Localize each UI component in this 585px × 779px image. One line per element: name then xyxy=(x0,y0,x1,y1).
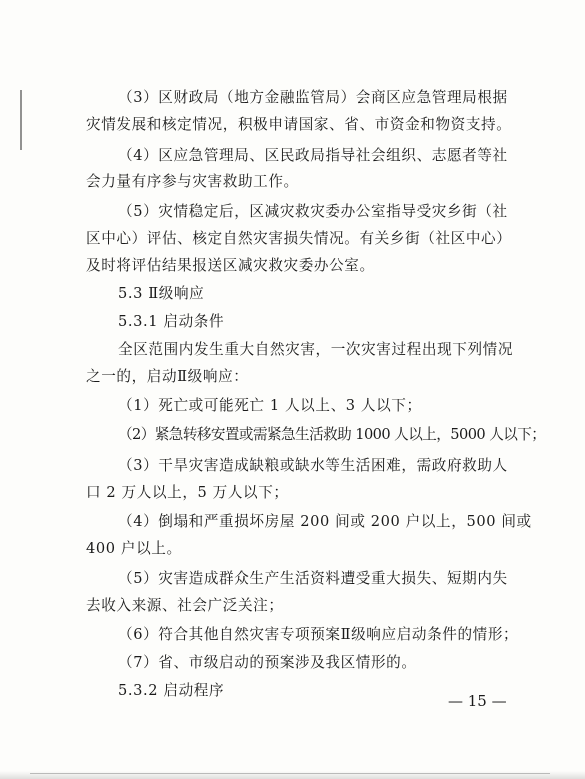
paragraph-line: 及时将评估结果报送区减灾救灾委办公室。 xyxy=(86,257,375,274)
list-item-5: （5）灾害造成群众生产生活资料遭受重大损失、短期内失 xyxy=(118,570,508,587)
paragraph-line: 口 2 万人以上，5 万人以下； xyxy=(86,484,289,501)
section-heading-5-3-1: 5.3.1 启动条件 xyxy=(118,313,225,330)
paragraph-line: （3）区财政局（地方金融监管局）会商区应急管理局根据 xyxy=(118,89,508,106)
scan-bottom-shadow xyxy=(0,771,585,779)
paragraph-line: （5）灾情稳定后，区减灾救灾委办公室指导受灾乡街（社 xyxy=(118,203,508,220)
paragraph-line: 区中心）评估、核定自然灾害损失情况。有关乡街（社区中心） xyxy=(86,230,512,247)
page-number: — 15 — xyxy=(448,692,507,710)
list-item-6: （6）符合其他自然灾害专项预案Ⅱ级响应启动条件的情形； xyxy=(118,626,519,643)
paragraph-line: 400 户以上。 xyxy=(86,540,182,557)
paragraph-line: 会力量有序参与灾害救助工作。 xyxy=(86,173,299,190)
paragraph-line: （4）区应急管理局、区民政局指导社会组织、志愿者等社 xyxy=(118,147,508,164)
scan-edge-mark xyxy=(20,90,22,150)
paragraph-line: 全区范围内发生重大自然灾害，一次灾害过程出现下列情况 xyxy=(118,341,514,358)
list-item-1: （1）死亡或可能死亡 1 人以上、3 人以下； xyxy=(118,397,422,414)
paragraph-line: 之一的，启动Ⅱ级响应： xyxy=(86,368,249,385)
list-item-4: （4）倒塌和严重损坏房屋 200 间或 200 户以上，500 间或 xyxy=(118,513,532,530)
section-heading-5-3: 5.3 Ⅱ级响应 xyxy=(118,285,205,302)
section-heading-5-3-2: 5.3.2 启动程序 xyxy=(118,682,225,699)
paragraph-line: 灾情发展和核定情况，积极申请国家、省、市资金和物资支持。 xyxy=(86,116,512,133)
list-item-3: （3）干旱灾害造成缺粮或缺水等生活困难，需政府救助人 xyxy=(118,457,508,474)
paragraph-line: 去收入来源、社会广泛关注； xyxy=(86,597,284,614)
list-item-2: （2）紧急转移安置或需紧急生活救助 1000 人以上，5000 人以下； xyxy=(118,426,546,443)
list-item-7: （7）省、市级启动的预案涉及我区情形的。 xyxy=(118,654,417,671)
